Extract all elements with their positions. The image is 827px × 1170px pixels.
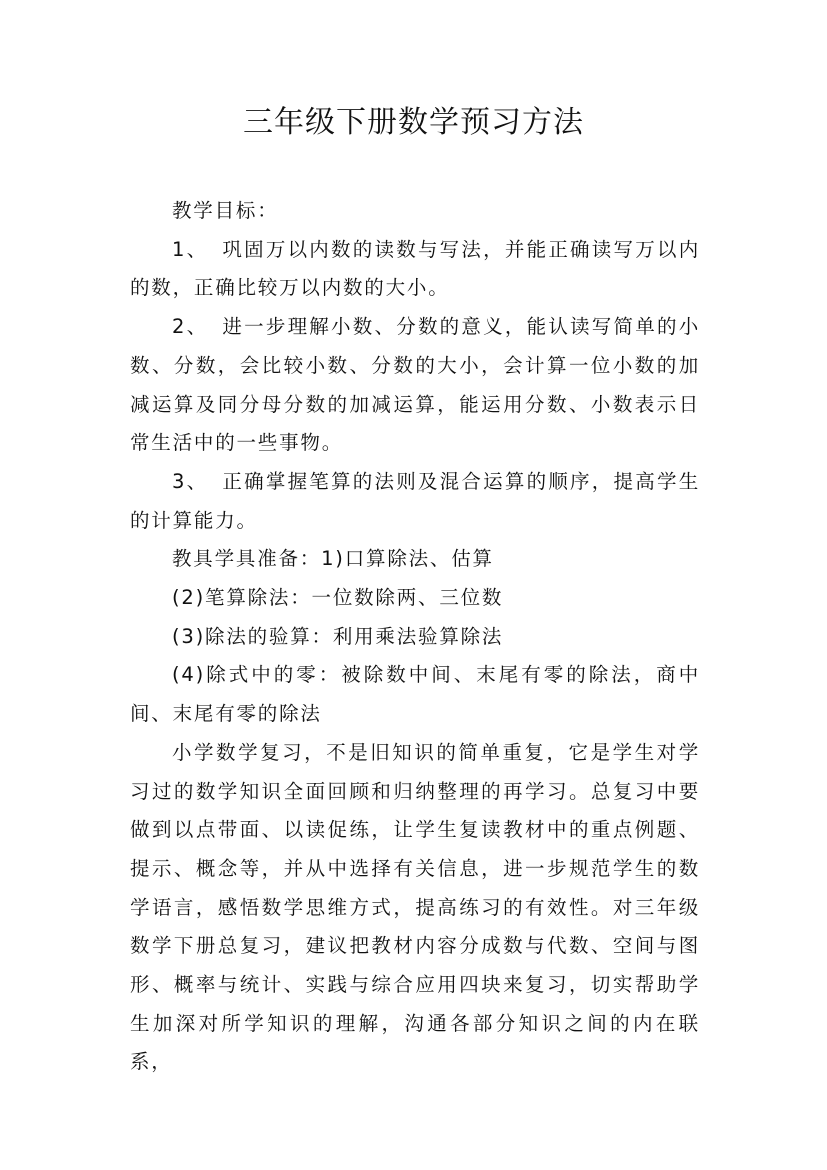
paragraph-text: 小学数学复习，不是旧知识的简单重复，它是学生对学习过的数学知识全面回顾和归纳整理的再学习。总复习中要做到以点带面、以读促练，让学生复读教材中的重点例题、提示、概念等，并从中选择有关信息，进一步规范学生的数学语言，感悟数学思维方式，提高练习的有效性。对三年级数学下册总复习，建议把教材内容分成数与代数、空间与图形、概率与统计、实践与综合应用四块来复习，切实帮助学生加深对所学知识的理解，沟通各部分知识之间的内在联系， <box>130 740 700 1074</box>
paragraph-objective-2 <box>130 308 700 463</box>
paragraph-text: 教具学具准备：1)口算除法、估算 <box>172 547 494 571</box>
paragraph-materials-3 <box>130 618 700 657</box>
paragraph-objective-3 <box>130 463 700 540</box>
document-title: 三年级下册数学预习方法 <box>243 105 584 140</box>
paragraph-materials <box>130 540 700 579</box>
paragraph-text: 进一步理解小数、分数的意义，能认读写简单的小数、分数，会比较小数、分数的大小，会计算一位小数的加减运算及同分母分数的加减运算，能运用分数、小数表示日常生活中的一些事物。 <box>130 315 700 455</box>
paragraph-text: (4)除式中的零：被除数中间、末尾有零的除法，商中间、末尾有零的除法 <box>130 663 700 726</box>
paragraph-objective-1 <box>130 231 700 308</box>
paragraph-lead: 2、 <box>172 315 209 339</box>
paragraph-review <box>130 734 700 1082</box>
paragraph-materials-4 <box>130 656 700 733</box>
paragraph-materials-2 <box>130 579 700 618</box>
paragraph-lead: 1、 <box>172 237 209 261</box>
paragraph-text: 教学目标： <box>172 199 279 222</box>
paragraph-text: (2)笔算除法：一位数除两、三位数 <box>172 586 504 610</box>
document-body <box>130 192 700 1082</box>
paragraph-text: 巩固万以内数的读数与写法，并能正确读写万以内的数，正确比较万以内数的大小。 <box>130 237 700 300</box>
paragraph-text: (3)除法的验算：利用乘法验算除法 <box>172 624 504 648</box>
paragraph-lead: 3、 <box>172 469 209 493</box>
paragraph-objectives-heading <box>130 192 700 231</box>
paragraph-text: 正确掌握笔算的法则及混合运算的顺序，提高学生的计算能力。 <box>130 469 700 532</box>
